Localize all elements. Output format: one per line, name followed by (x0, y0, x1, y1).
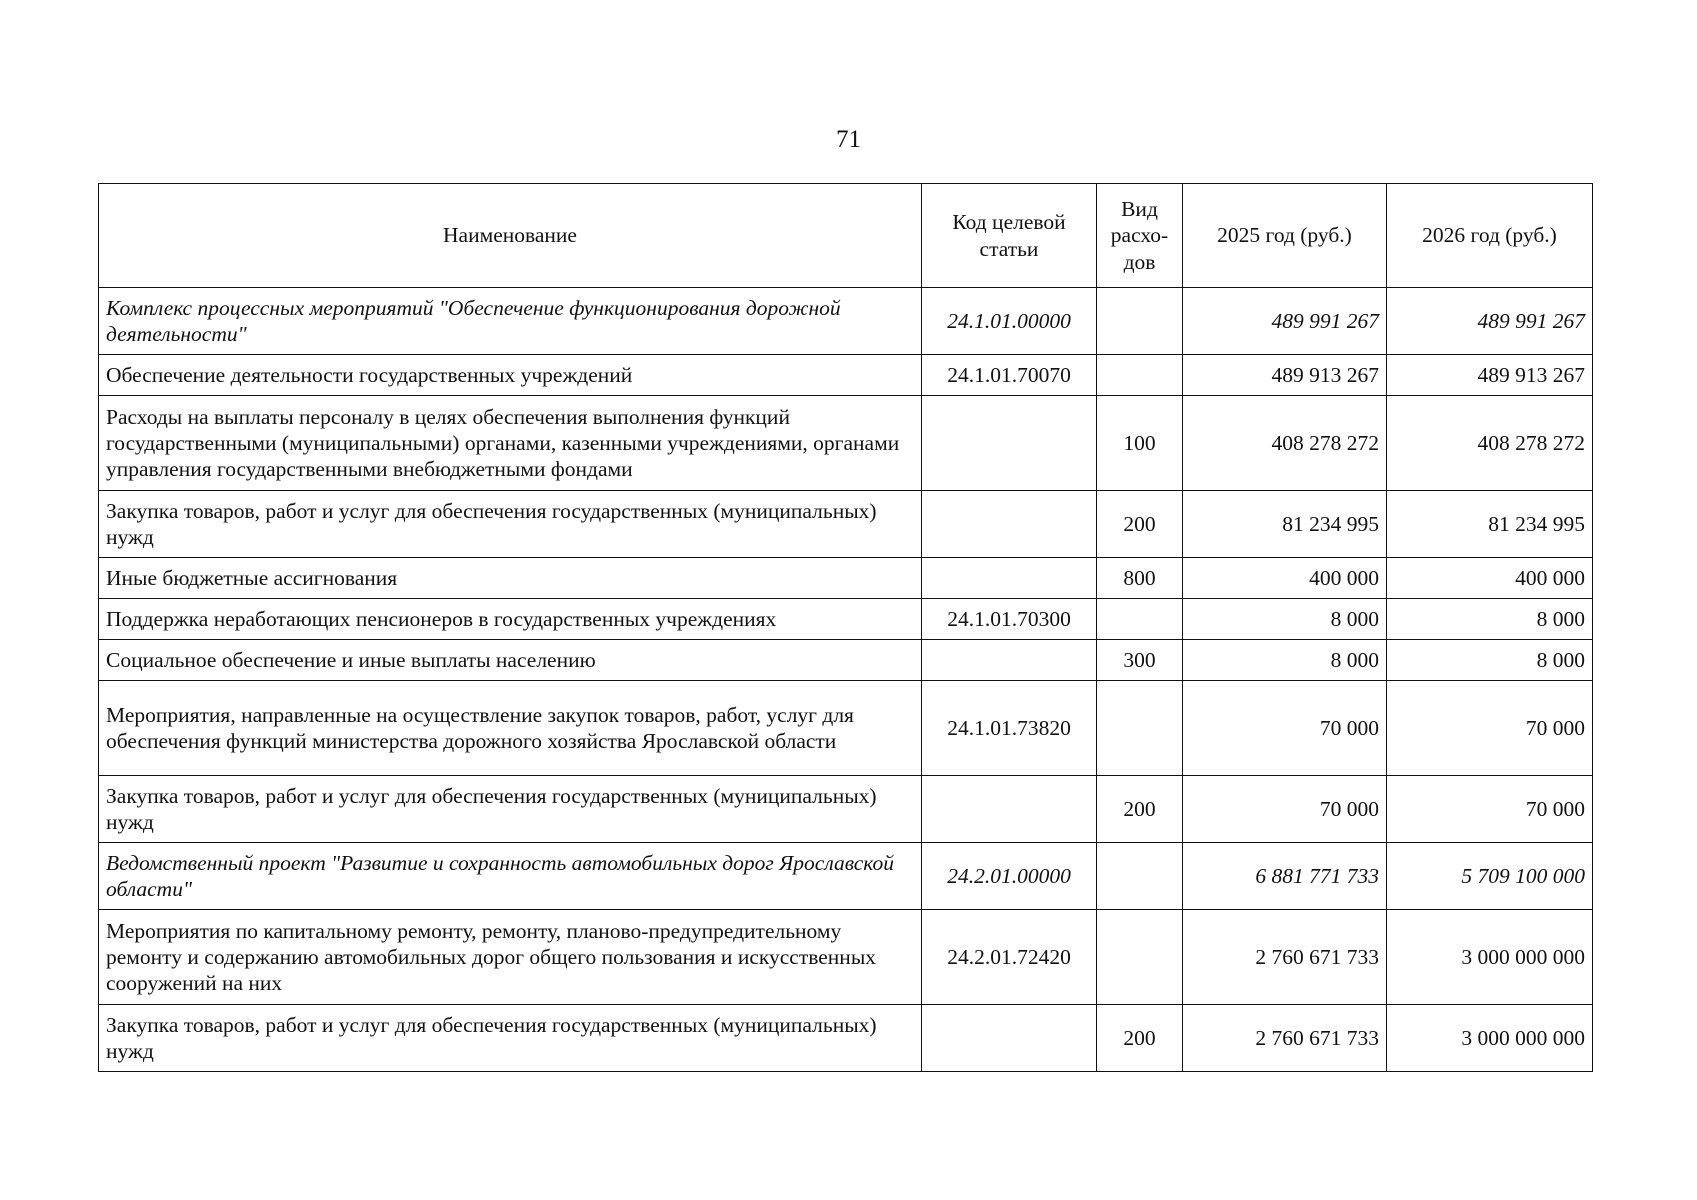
row-2025: 400 000 (1183, 558, 1387, 599)
row-2026: 8 000 (1387, 599, 1593, 640)
table-row (99, 681, 1593, 776)
budget-table (98, 183, 1593, 1072)
row-vid: 300 (1097, 640, 1183, 681)
table-header-row (99, 184, 1593, 288)
row-name: Поддержка неработающих пенсионеров в государственных учреждениях (99, 599, 922, 640)
row-vid (1097, 681, 1183, 776)
row-code (922, 776, 1097, 843)
row-vid (1097, 843, 1183, 910)
row-2025: 70 000 (1183, 776, 1387, 843)
row-name: Мероприятия, направленные на осуществление закупок товаров, работ, услуг для обеспечения функций министерства дорожного хозяйства Ярославской области (99, 681, 922, 776)
row-2026: 489 913 267 (1387, 355, 1593, 396)
row-code: 24.2.01.00000 (922, 843, 1097, 910)
row-name: Мероприятия по капитальному ремонту, ремонту, планово-предупредительному ремонту и содержанию автомобильных дорог общего пользования и искусственных сооружений на них (99, 910, 922, 1005)
row-vid (1097, 355, 1183, 396)
row-2025: 8 000 (1183, 640, 1387, 681)
row-2026: 3 000 000 000 (1387, 910, 1593, 1005)
row-vid: 200 (1097, 776, 1183, 843)
table-row (99, 843, 1593, 910)
table-row (99, 396, 1593, 491)
row-code (922, 396, 1097, 491)
row-2025: 2 760 671 733 (1183, 910, 1387, 1005)
row-name: Закупка товаров, работ и услуг для обеспечения государственных (муниципальных) нужд (99, 1005, 922, 1072)
row-vid (1097, 288, 1183, 355)
row-2025: 2 760 671 733 (1183, 1005, 1387, 1072)
header-2026: 2026 год (руб.) (1387, 184, 1593, 288)
table-row (99, 288, 1593, 355)
header-code: Код целевой статьи (922, 184, 1097, 288)
header-vid: Вид расхо-дов (1097, 184, 1183, 288)
row-code: 24.1.01.70070 (922, 355, 1097, 396)
row-code (922, 558, 1097, 599)
row-code: 24.2.01.72420 (922, 910, 1097, 1005)
table-row (99, 776, 1593, 843)
row-code (922, 640, 1097, 681)
row-name: Ведомственный проект "Развитие и сохранность автомобильных дорог Ярославской области" (99, 843, 922, 910)
row-code: 24.1.01.00000 (922, 288, 1097, 355)
row-name: Закупка товаров, работ и услуг для обеспечения государственных (муниципальных) нужд (99, 491, 922, 558)
row-name: Комплекс процессных мероприятий "Обеспечение функционирования дорожной деятельности" (99, 288, 922, 355)
row-2025: 489 913 267 (1183, 355, 1387, 396)
row-code: 24.1.01.73820 (922, 681, 1097, 776)
row-vid (1097, 910, 1183, 1005)
table-row (99, 558, 1593, 599)
row-vid: 200 (1097, 491, 1183, 558)
row-2026: 489 991 267 (1387, 288, 1593, 355)
row-code: 24.1.01.70300 (922, 599, 1097, 640)
row-2026: 5 709 100 000 (1387, 843, 1593, 910)
page-number: 71 (836, 126, 861, 153)
row-2025: 408 278 272 (1183, 396, 1387, 491)
header-name: Наименование (99, 184, 922, 288)
row-name: Расходы на выплаты персоналу в целях обеспечения выполнения функций государственными (муниципальными) органами, казенными учреждениями, органами управления государственными внебюджетными фондами (99, 396, 922, 491)
table-row (99, 1005, 1593, 1072)
table-row (99, 640, 1593, 681)
row-2026: 8 000 (1387, 640, 1593, 681)
row-2026: 408 278 272 (1387, 396, 1593, 491)
row-2025: 489 991 267 (1183, 288, 1387, 355)
row-vid: 100 (1097, 396, 1183, 491)
row-name: Обеспечение деятельности государственных учреждений (99, 355, 922, 396)
row-2025: 70 000 (1183, 681, 1387, 776)
row-vid: 800 (1097, 558, 1183, 599)
row-vid: 200 (1097, 1005, 1183, 1072)
row-2025: 6 881 771 733 (1183, 843, 1387, 910)
row-2025: 81 234 995 (1183, 491, 1387, 558)
table-row (99, 491, 1593, 558)
row-2026: 70 000 (1387, 776, 1593, 843)
row-vid (1097, 599, 1183, 640)
row-code (922, 491, 1097, 558)
row-2026: 70 000 (1387, 681, 1593, 776)
row-2026: 81 234 995 (1387, 491, 1593, 558)
header-2025: 2025 год (руб.) (1183, 184, 1387, 288)
row-name: Социальное обеспечение и иные выплаты населению (99, 640, 922, 681)
row-code (922, 1005, 1097, 1072)
table-row (99, 355, 1593, 396)
row-name: Закупка товаров, работ и услуг для обеспечения государственных (муниципальных) нужд (99, 776, 922, 843)
row-2025: 8 000 (1183, 599, 1387, 640)
row-2026: 3 000 000 000 (1387, 1005, 1593, 1072)
row-2026: 400 000 (1387, 558, 1593, 599)
table-row (99, 910, 1593, 1005)
row-name: Иные бюджетные ассигнования (99, 558, 922, 599)
table-row (99, 599, 1593, 640)
